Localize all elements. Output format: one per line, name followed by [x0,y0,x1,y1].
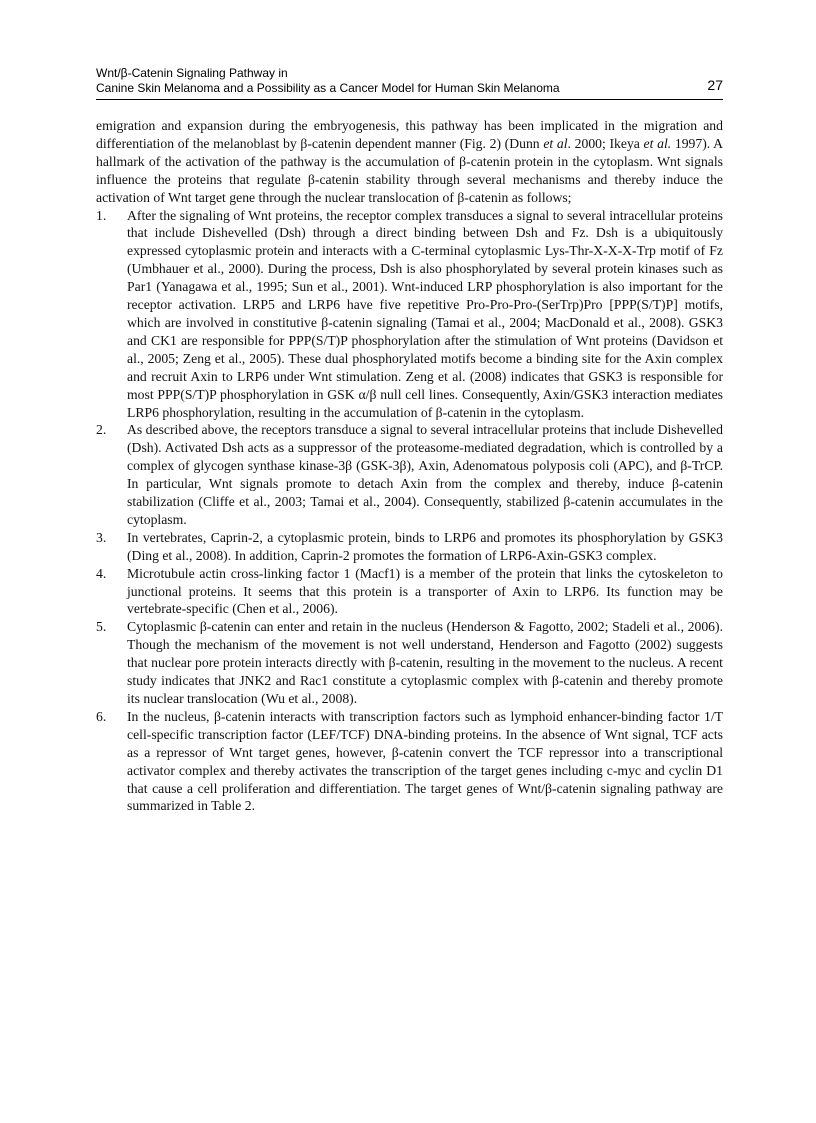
header-rule [96,99,723,100]
intro-paragraph [96,117,723,207]
list-number: 6. [96,708,107,724]
header-title-line2: Canine Skin Melanoma and a Possibility as a Cancer Model for Human Skin Melanoma [96,81,560,95]
list-number: 4. [96,565,107,581]
list-item [96,618,723,708]
list-text: In vertebrates, Caprin-2, a cytoplasmic protein, binds to LRP6 and promotes its phosphorylation by GSK3 (Ding et al., 2008). In addition, Caprin-2 promotes the formation of LRP6-Axin-GSK3 complex. [127,529,723,563]
list-item [96,565,723,619]
list-text: Cytoplasmic β-catenin can enter and retain in the nucleus (Henderson & Fagotto, 2002; Stadeli et al., 2006). Though the mechanism of the movement is not well understand, Henderson and Fagotto (2002) suggests that nuclear pore protein interacts directly with β-catenin, resulting in the movement to the nucleus. A recent study indicates that JNK2 and Rac1 constitute a cytoplasmic complex with β-catenin and thereby promote its nuclear translocation (Wu et al., 2008). [127,619,723,706]
list-text: After the signaling of Wnt proteins, the receptor complex transduces a signal to several intracellular proteins that include Dishevelled (Dsh) through a direct binding between Dsh and Fz. Dsh is a ubiquitously expressed cytoplasmic protein and interacts with a C-terminal cytoplasmic Lys-Thr-X-X-X-Trp motif of Fz (Umbhauer et al., 2000). During the process, Dsh is also phosphorylated by several protein kinases such as Par1 (Yanagawa et al., 1995; Sun et al., 2001). Wnt-induced LRP phosphorylation is also important for the receptor activation. LRP5 and LRP6 have five repetitive Pro-Pro-Pro-(SerTrp)Pro [PPP(S/T)P] motifs, which are involved in constitutive β-catenin signaling (Tamai et al., 2004; MacDonald et al., 2008). GSK3 and CK1 are responsible for PPP(S/T)P phosphorylation after the stimulation of Wnt proteins (Davidson et al., 2005; Zeng et al., 2005). These dual phosphorylated motifs become a binding site for the Axin complex and recruit Axin to LRP6 under Wnt stimulation. Zeng et al. (2008) indicates that GSK3 is responsible for most PPP(S/T)P phosphorylation in GSK α/β null cell lines. Consequently, Axin/GSK3 interaction mediates LRP6 phosphorylation, resulting in the accumulation of β-catenin in the cytoplasm. [127,207,723,420]
page-body [96,117,723,815]
list-item [96,421,723,528]
running-header [96,66,723,96]
list-number: 5. [96,619,107,635]
list-item [96,708,723,815]
list-text: In the nucleus, β-catenin interacts with transcription factors such as lymphoid enhancer-binding factor 1/T cell-specific transcription factor (LEF/TCF) DNA-binding proteins. In the absence of Wnt signal, TCF acts as a repressor of Wnt target genes, however, β-catenin convert the TCF repressor into a transcriptional activator complex and thereby activates the transcription of the target genes including c-myc and cyclin D1 that cause a cell proliferation and differentiation. The target genes of Wnt/β-catenin signaling pathway are summarized in Table 2. [127,708,723,814]
list-number: 2. [96,422,107,438]
header-title-line1: Wnt/β-Catenin Signaling Pathway in [96,66,288,80]
list-text: As described above, the receptors transduce a signal to several intracellular proteins that include Dishevelled (Dsh). Activated Dsh acts as a suppressor of the proteasome-mediated degradation, which is controlled by a complex of glycogen synthase kinase-3β (GSK-3β), Axin, Adenomatous polyposis coli (APC), and β-TrCP. In particular, Wnt signals promote to detach Axin from the complex and thereby, induce β-catenin stabilization (Cliffe et al., 2003; Tamai et al., 2004). Consequently, stabilized β-catenin accumulates in the cytoplasm. [127,422,723,527]
intro-text-1: emigration and expansion during the embryogenesis, this pathway has been implicated in the migration and differentiation of the melanoblast by β-catenin dependent manner (Fig. 2) (Dunn [96,118,723,151]
list-number: 3. [96,529,107,545]
intro-et-al-2: et al. [643,135,672,151]
intro-text-3: 1997). A hallmark of the activation of the pathway is the accumulation of β-catenin protein in the cytoplasm. Wnt signals influence the proteins that regulate β-catenin stability through several mechanisms and thereby induce the activation of Wnt target gene through the nuclear translocation of β-catenin as follows; [96,135,723,205]
intro-text-2: . 2000; Ikeya [567,135,644,151]
mechanism-list [96,207,723,816]
list-number: 1. [96,207,107,223]
intro-et-al-1: et al [543,135,568,151]
page-number: 27 [707,77,723,93]
list-item [96,207,723,422]
list-item [96,529,723,565]
list-text: Microtubule actin cross-linking factor 1 (Macf1) is a member of the protein that links the cytoskeleton to junctional proteins. It seems that this protein is a transporter of Axin to LRP6. Its function may be vertebrate-specific (Chen et al., 2006). [127,565,723,617]
